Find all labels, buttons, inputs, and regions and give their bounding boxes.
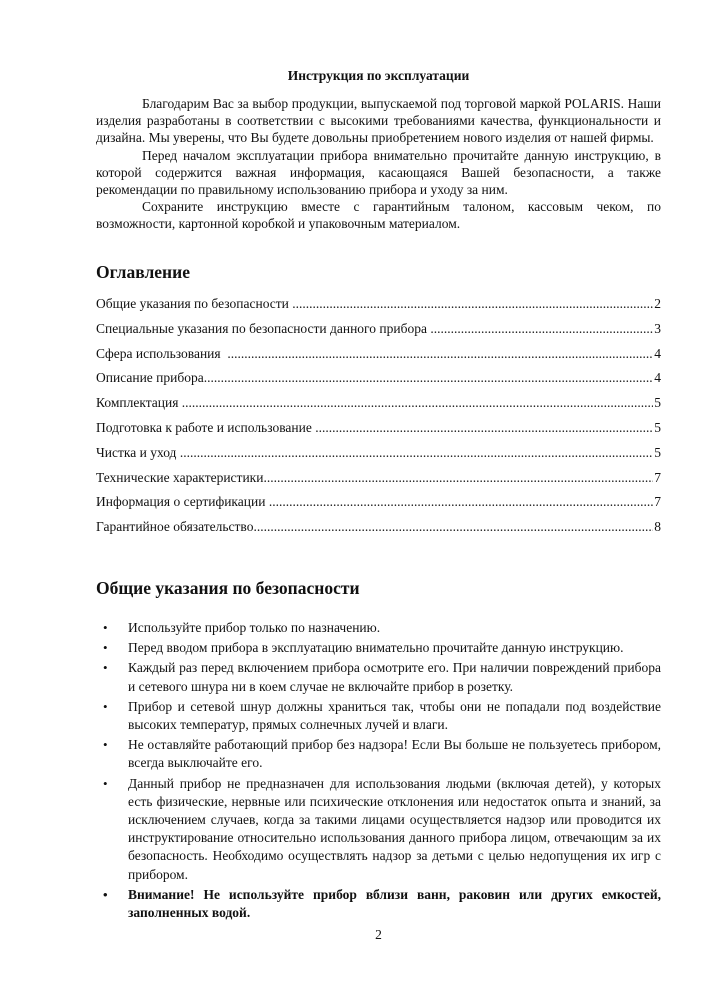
toc-leader xyxy=(292,296,653,312)
intro-section xyxy=(96,95,661,233)
list-item-text: Перед вводом прибора в эксплуатацию внимательно прочитайте данную инструкцию. xyxy=(128,640,624,656)
toc-leader xyxy=(263,470,653,486)
toc-entry-label: Чистка и уход xyxy=(96,444,180,460)
toc-entry[interactable] xyxy=(96,519,661,544)
list-item xyxy=(96,775,661,884)
bullet-icon: • xyxy=(103,737,108,753)
list-item-text: Данный прибор не предназначен для использования людьми (включая детей), у которых есть физические, нервные или психические отклонения или недостаток опыта и знаний, за исключением случаев, когда за такими лицами осуществляется надзор или проводится их инструктирование относительно использования данного прибора лицом, отвечающим за их безопасность. Необходимо осуществлять надзор за детьми с целью недопущения их игр с прибором. xyxy=(128,775,661,882)
toc-entry[interactable] xyxy=(96,346,661,371)
toc-entry[interactable] xyxy=(96,370,661,395)
toc-entry[interactable] xyxy=(96,420,661,445)
warning-item xyxy=(96,886,661,922)
intro-paragraph: Сохраните инструкцию вместе с гарантийным талоном, кассовым чеком, по возможности, картонной коробкой и упаковочным материалом. xyxy=(96,199,661,232)
toc-entry-label: Подготовка к работе и использование xyxy=(96,419,316,435)
table-of-contents xyxy=(96,296,661,544)
intro-paragraph: Перед началом эксплуатации прибора внимательно прочитайте данную инструкцию, в которой содержится важная информация, касающаяся Вашей безопасности, а также рекомендации по правильному использованию прибора и уходу за ним. xyxy=(96,147,661,198)
bullet-icon: • xyxy=(103,640,108,656)
toc-entry-page: 4 xyxy=(654,370,661,386)
toc-leader xyxy=(253,519,653,535)
toc-entry-label: Комплектация xyxy=(96,395,182,411)
toc-leader xyxy=(227,346,653,362)
list-item-text: Каждый раз перед включением прибора осмотрите его. При наличии повреждений прибора и сетевого шнура ни в коем случае не включайте прибор в розетку. xyxy=(128,660,661,694)
toc-entry-label: Описание прибора xyxy=(96,370,204,386)
document-title: Инструкция по эксплуатации xyxy=(287,68,470,83)
safety-list xyxy=(96,619,661,924)
toc-entry-page: 8 xyxy=(654,519,661,535)
list-item xyxy=(96,736,661,772)
toc-entry[interactable] xyxy=(96,470,661,495)
toc-leader xyxy=(204,370,654,386)
toc-leader xyxy=(430,321,653,337)
bullet-icon: • xyxy=(103,698,108,714)
list-item xyxy=(96,639,661,657)
list-item xyxy=(96,659,661,695)
toc-entry-page: 4 xyxy=(654,345,661,361)
toc-entry-label: Общие указания по безопасности xyxy=(96,296,293,311)
toc-leader xyxy=(180,445,653,461)
list-item-text: Не оставляйте работающий прибор без надзора! Если Вы больше не пользуетесь прибором, всегда выключайте его. xyxy=(128,737,661,771)
intro-paragraph: Благодарим Вас за выбор продукции, выпускаемой под торговой маркой POLARIS. Наши изделия разработаны в соответствии с высокими требованиями качества, функциональности и дизайна. Мы уверены, что Вы будете довольны приобретением нового изделия от нашей фирмы. xyxy=(96,96,661,146)
toc-heading: Оглавление xyxy=(96,262,190,282)
toc-entry[interactable] xyxy=(96,321,661,346)
toc-entry-label: Технические характеристики xyxy=(96,469,264,485)
list-item-text: Прибор и сетевой шнур должны храниться так, чтобы они не попадали под воздействие высоких температур, прямых солнечных лучей и влаги. xyxy=(128,698,661,733)
bullet-icon: • xyxy=(103,620,108,635)
toc-entry-page: 7 xyxy=(654,469,661,485)
safety-heading: Общие указания по безопасности xyxy=(96,578,360,598)
toc-entry-label: Информация о сертификации xyxy=(96,494,269,510)
toc-entry[interactable] xyxy=(96,296,661,321)
toc-leader xyxy=(315,420,653,436)
toc-leader xyxy=(269,494,653,510)
page-number: 2 xyxy=(375,927,382,942)
bullet-icon: • xyxy=(103,660,108,676)
warning-text: Внимание! Не используйте прибор вблизи ванн, раковин или других емкостей, заполненных водой. xyxy=(128,886,661,921)
toc-entry-page: 3 xyxy=(654,320,661,336)
toc-entry-page: 5 xyxy=(654,444,661,460)
toc-entry-page: 5 xyxy=(654,419,661,435)
toc-entry-page: 2 xyxy=(654,296,661,311)
list-item xyxy=(96,698,661,734)
toc-entry-page: 5 xyxy=(654,395,661,411)
toc-entry-label: Специальные указания по безопасности данного прибора xyxy=(96,320,431,336)
list-item-text: Используйте прибор только по назначению. xyxy=(128,620,381,635)
bullet-icon: • xyxy=(103,886,108,902)
bullet-icon: • xyxy=(103,775,108,791)
toc-entry[interactable] xyxy=(96,494,661,519)
toc-entry[interactable] xyxy=(96,395,661,420)
list-item xyxy=(96,619,661,637)
toc-entry[interactable] xyxy=(96,445,661,470)
toc-entry-page: 7 xyxy=(654,494,661,510)
toc-entry-label: Сфера использования xyxy=(96,345,228,361)
toc-entry-label: Гарантийное обязательство xyxy=(96,519,254,535)
toc-leader xyxy=(182,395,653,411)
